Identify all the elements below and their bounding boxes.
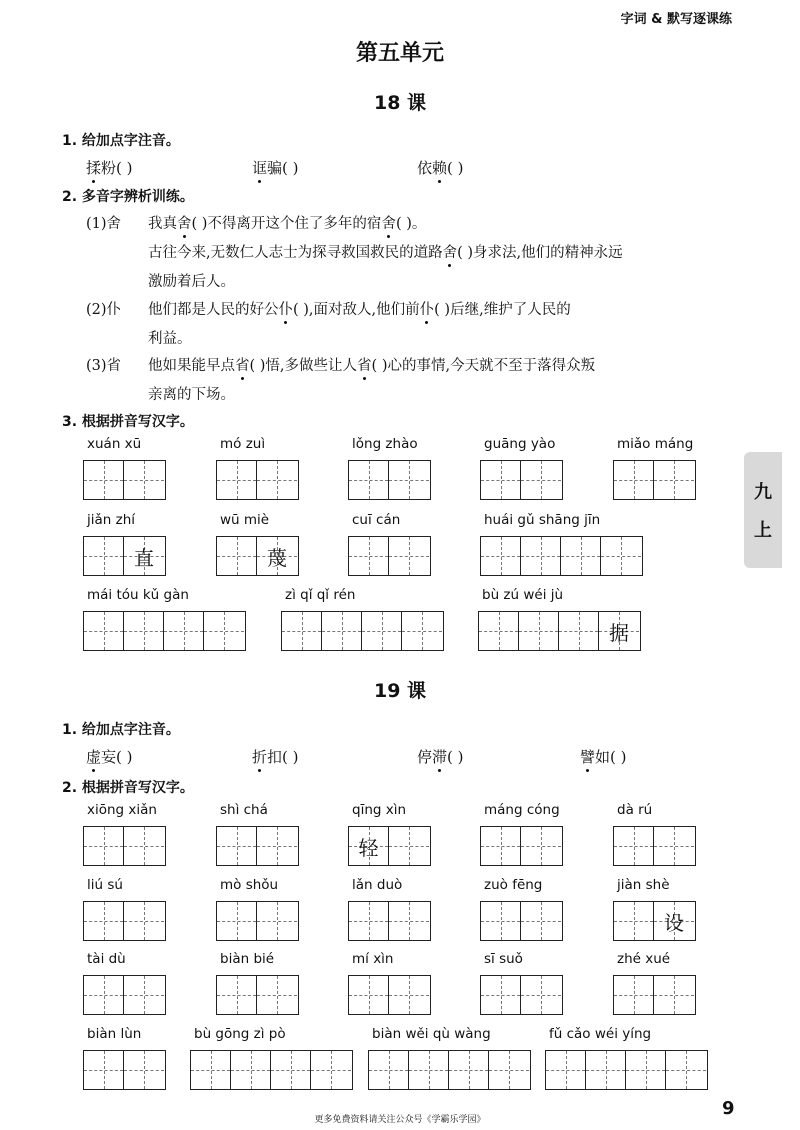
dotted-word-item bbox=[86, 157, 133, 178]
l19-q2-title: 2. 根据拼音写汉字。 bbox=[62, 780, 194, 796]
side-tab-char: 九 bbox=[754, 482, 772, 503]
pinyin-label: guāng yào bbox=[484, 436, 556, 452]
grid-cell[interactable] bbox=[84, 612, 124, 650]
sentence-text: 亲离的下场。 bbox=[148, 387, 235, 403]
dotted-word-item bbox=[580, 746, 627, 767]
l18-q1-title: 1. 给加点字注音。 bbox=[62, 133, 180, 149]
pinyin-label: zhé xué bbox=[617, 951, 671, 967]
pinyin-label: cuī cán bbox=[352, 512, 401, 528]
dotted-char: 舍 bbox=[381, 212, 396, 233]
grid-cell[interactable] bbox=[84, 1051, 124, 1089]
grid-cell[interactable] bbox=[257, 902, 297, 940]
word-text: 如( ) bbox=[595, 748, 627, 766]
book-header: 字词 & 默写逐课练 bbox=[620, 12, 732, 27]
pinyin-label: sī suǒ bbox=[484, 951, 523, 967]
grid-cell[interactable] bbox=[614, 827, 654, 865]
writing-grid[interactable] bbox=[480, 460, 563, 500]
pinyin-label: bù zú wéi jù bbox=[482, 587, 564, 603]
grid-cell[interactable] bbox=[369, 1051, 409, 1089]
grid-cell[interactable] bbox=[489, 1051, 529, 1089]
grid-cell[interactable] bbox=[84, 461, 124, 499]
writing-grid[interactable] bbox=[216, 826, 299, 866]
dotted-char: 舍 bbox=[443, 241, 458, 262]
writing-grid[interactable] bbox=[83, 460, 166, 500]
grid-cell[interactable] bbox=[614, 976, 654, 1014]
pinyin-label: qīng xìn bbox=[352, 802, 407, 818]
grid-cell[interactable] bbox=[349, 827, 389, 865]
grid-cell[interactable] bbox=[481, 537, 521, 575]
writing-grid[interactable] bbox=[216, 460, 299, 500]
lesson-19-title: 19 课 bbox=[373, 680, 427, 702]
grid-cell[interactable] bbox=[626, 1051, 666, 1089]
polyphone-label: (3)省 bbox=[86, 358, 122, 374]
writing-grid[interactable] bbox=[480, 901, 563, 941]
writing-grid[interactable] bbox=[348, 826, 431, 866]
pinyin-label: liú sú bbox=[87, 877, 123, 893]
prefilled-char: 直 bbox=[134, 545, 154, 570]
grid-cell[interactable] bbox=[666, 1051, 706, 1089]
pinyin-label: dà rú bbox=[617, 802, 653, 818]
grid-cell[interactable] bbox=[654, 827, 694, 865]
grid-cell[interactable] bbox=[479, 612, 519, 650]
sentence-text: ( )心的事情,今天就不至于落得众叛 bbox=[371, 358, 596, 374]
writing-grid[interactable] bbox=[613, 901, 696, 941]
writing-grid[interactable] bbox=[348, 536, 431, 576]
dotted-char: 仆 bbox=[420, 298, 435, 319]
grid-cell[interactable] bbox=[124, 976, 164, 1014]
grid-cell[interactable] bbox=[257, 461, 297, 499]
pinyin-label: jiàn shè bbox=[617, 877, 670, 893]
sentence-text: ( )。 bbox=[395, 216, 427, 232]
side-tab-char: 上 bbox=[754, 520, 772, 541]
sentence-line bbox=[148, 383, 235, 404]
pinyin-label: shì chá bbox=[220, 802, 268, 818]
grid-cell[interactable] bbox=[409, 1051, 449, 1089]
writing-grid[interactable] bbox=[83, 826, 166, 866]
sentence-text: ( )不得离开这个住了多年的宿 bbox=[191, 216, 382, 232]
writing-grid[interactable] bbox=[613, 826, 696, 866]
word-text: ( ) bbox=[447, 748, 464, 766]
pinyin-label: biàn wěi qù wàng bbox=[372, 1026, 491, 1042]
pinyin-label: biàn bié bbox=[220, 951, 275, 967]
word-text: 妄( ) bbox=[101, 748, 133, 766]
dotted-word-item bbox=[417, 157, 464, 178]
grid-cell[interactable] bbox=[349, 537, 389, 575]
dotted-word-item bbox=[417, 746, 464, 767]
grid-cell[interactable] bbox=[349, 461, 389, 499]
pinyin-label: mí xìn bbox=[352, 951, 394, 967]
writing-grid[interactable] bbox=[216, 536, 299, 576]
grid-cell[interactable] bbox=[601, 537, 641, 575]
grid-cell[interactable] bbox=[389, 827, 429, 865]
writing-grid[interactable] bbox=[216, 975, 299, 1015]
grid-cell[interactable] bbox=[322, 612, 362, 650]
grid-cell[interactable] bbox=[84, 827, 124, 865]
footer-note: 更多免费资料请关注公众号《学霸乐学园》 bbox=[314, 1115, 486, 1125]
grid-cell[interactable] bbox=[521, 976, 561, 1014]
grid-cell[interactable] bbox=[124, 1051, 164, 1089]
pinyin-label: lǎn duò bbox=[352, 877, 403, 893]
grid-cell[interactable] bbox=[654, 976, 694, 1014]
pinyin-label: xiōng xiǎn bbox=[87, 802, 157, 818]
sentence-line bbox=[148, 354, 595, 375]
writing-grid[interactable] bbox=[545, 1050, 708, 1090]
lesson-18-title: 18 课 bbox=[373, 92, 427, 114]
dotted-char: 诓 bbox=[252, 159, 268, 177]
grid-cell[interactable] bbox=[217, 902, 257, 940]
grid-cell[interactable] bbox=[654, 902, 694, 940]
pinyin-label: bù gōng zì pò bbox=[194, 1026, 286, 1042]
word-text: 停 bbox=[417, 748, 433, 766]
page-number: 9 bbox=[722, 1098, 735, 1119]
l18-q2-title: 2. 多音字辨析训练。 bbox=[62, 189, 194, 205]
dotted-char: 譬 bbox=[580, 748, 596, 766]
dotted-char: 滞 bbox=[432, 748, 448, 766]
grid-cell[interactable] bbox=[349, 976, 389, 1014]
writing-grid[interactable] bbox=[613, 460, 696, 500]
sentence-text: 利益。 bbox=[148, 331, 192, 347]
grid-cell[interactable] bbox=[84, 902, 124, 940]
dotted-char: 虚 bbox=[86, 748, 102, 766]
sentence-line bbox=[148, 298, 571, 319]
grid-cell[interactable] bbox=[519, 612, 559, 650]
grid-cell[interactable] bbox=[271, 1051, 311, 1089]
writing-grid[interactable] bbox=[83, 1050, 166, 1090]
l19-q1-title: 1. 给加点字注音。 bbox=[62, 722, 180, 738]
writing-grid[interactable] bbox=[348, 901, 431, 941]
grid-cell[interactable] bbox=[164, 612, 204, 650]
sentence-text: 我真 bbox=[148, 216, 177, 232]
prefilled-char: 据 bbox=[609, 620, 629, 645]
grid-cell[interactable] bbox=[311, 1051, 351, 1089]
pinyin-label: zuò fēng bbox=[484, 877, 543, 893]
grid-cell[interactable] bbox=[84, 537, 124, 575]
dotted-char: 折 bbox=[252, 748, 268, 766]
writing-grid[interactable] bbox=[348, 975, 431, 1015]
grid-cell[interactable] bbox=[362, 612, 402, 650]
dotted-char: 省 bbox=[357, 354, 372, 375]
sentence-text: 激励着后人。 bbox=[148, 274, 235, 290]
grid-cell[interactable] bbox=[389, 902, 429, 940]
pinyin-label: máng cóng bbox=[484, 802, 560, 818]
sentence-line bbox=[148, 212, 426, 233]
pinyin-label: wū miè bbox=[220, 512, 270, 528]
grid-cell[interactable] bbox=[521, 537, 561, 575]
grid-cell[interactable] bbox=[217, 827, 257, 865]
sentence-text: ( )悟,多做些让人 bbox=[249, 358, 358, 374]
word-text: 扣( ) bbox=[267, 748, 299, 766]
writing-grid[interactable] bbox=[478, 611, 641, 651]
pinyin-label: xuán xū bbox=[87, 436, 142, 452]
grid-cell[interactable] bbox=[204, 612, 244, 650]
dotted-char: 赖 bbox=[432, 159, 448, 177]
grid-cell[interactable] bbox=[481, 976, 521, 1014]
grid-cell[interactable] bbox=[654, 461, 694, 499]
sentence-text: 他们都是人民的好公 bbox=[148, 302, 279, 318]
pinyin-label: mò shǒu bbox=[220, 877, 279, 893]
sentence-text: ( )身求法,他们的精神永远 bbox=[457, 245, 623, 261]
grid-cell[interactable] bbox=[124, 612, 164, 650]
grid-cell[interactable] bbox=[191, 1051, 231, 1089]
grid-cell[interactable] bbox=[231, 1051, 271, 1089]
writing-grid[interactable] bbox=[480, 536, 643, 576]
grid-cell[interactable] bbox=[599, 612, 639, 650]
l18-q3-title: 3. 根据拼音写汉字。 bbox=[62, 414, 194, 430]
writing-grid[interactable] bbox=[613, 975, 696, 1015]
grid-cell[interactable] bbox=[586, 1051, 626, 1089]
grid-cell[interactable] bbox=[521, 902, 561, 940]
grid-cell[interactable] bbox=[257, 976, 297, 1014]
pinyin-label: mó zuì bbox=[220, 436, 266, 452]
word-text: 粉( ) bbox=[101, 159, 133, 177]
word-text: 骗( ) bbox=[267, 159, 299, 177]
dotted-word-item bbox=[86, 746, 133, 767]
grid-cell[interactable] bbox=[402, 612, 442, 650]
writing-grid[interactable] bbox=[83, 611, 246, 651]
word-text: ( ) bbox=[447, 159, 464, 177]
grid-cell[interactable] bbox=[521, 827, 561, 865]
grid-cell[interactable] bbox=[614, 461, 654, 499]
pinyin-label: huái gǔ shāng jīn bbox=[484, 512, 601, 528]
sentence-text: 古往今来,无数仁人志士为探寻救国救民的道路 bbox=[148, 245, 443, 261]
grid-cell[interactable] bbox=[521, 461, 561, 499]
grid-cell[interactable] bbox=[561, 537, 601, 575]
grid-cell[interactable] bbox=[282, 612, 322, 650]
grid-cell[interactable] bbox=[124, 461, 164, 499]
writing-grid[interactable] bbox=[348, 460, 431, 500]
pinyin-label: fǔ cǎo wéi yíng bbox=[549, 1026, 652, 1042]
prefilled-char: 设 bbox=[664, 910, 684, 935]
writing-grid[interactable] bbox=[83, 901, 166, 941]
grid-cell[interactable] bbox=[389, 976, 429, 1014]
grid-cell[interactable] bbox=[481, 461, 521, 499]
sentence-text: ( )后继,维护了人民的 bbox=[434, 302, 571, 318]
grid-cell[interactable] bbox=[257, 537, 297, 575]
grid-cell[interactable] bbox=[84, 976, 124, 1014]
prefilled-char: 轻 bbox=[358, 835, 379, 860]
grid-cell[interactable] bbox=[481, 827, 521, 865]
sentence-line bbox=[148, 241, 623, 262]
pinyin-label: biàn lùn bbox=[87, 1026, 142, 1042]
grid-cell[interactable] bbox=[257, 827, 297, 865]
writing-grid[interactable] bbox=[216, 901, 299, 941]
word-text: 依 bbox=[417, 159, 433, 177]
writing-grid[interactable] bbox=[480, 826, 563, 866]
dotted-word-item bbox=[252, 746, 299, 767]
writing-grid[interactable] bbox=[83, 536, 166, 576]
sentence-line bbox=[148, 327, 192, 348]
dotted-word-item bbox=[252, 157, 299, 178]
grid-cell[interactable] bbox=[546, 1051, 586, 1089]
grid-cell[interactable] bbox=[481, 902, 521, 940]
prefilled-char: 蔑 bbox=[267, 545, 287, 570]
pinyin-label: jiǎn zhí bbox=[87, 512, 136, 528]
grade-side-tab bbox=[744, 452, 782, 568]
sentence-text: ( ),面对敌人,他们前 bbox=[293, 302, 420, 318]
unit-title: 第五单元 bbox=[355, 41, 444, 66]
sentence-text: 他如果能早点 bbox=[148, 358, 235, 374]
polyphone-label: (2)仆 bbox=[86, 302, 122, 318]
grid-cell[interactable] bbox=[614, 902, 654, 940]
writing-grid[interactable] bbox=[281, 611, 444, 651]
writing-grid[interactable] bbox=[190, 1050, 353, 1090]
pinyin-label: miǎo máng bbox=[617, 436, 694, 452]
grid-cell[interactable] bbox=[124, 902, 164, 940]
grid-cell[interactable] bbox=[389, 461, 429, 499]
pinyin-label: tài dù bbox=[87, 951, 126, 967]
polyphone-label: (1)舍 bbox=[86, 216, 122, 232]
sentence-line bbox=[148, 270, 235, 291]
grid-cell[interactable] bbox=[349, 902, 389, 940]
writing-grid[interactable] bbox=[368, 1050, 531, 1090]
writing-grid[interactable] bbox=[83, 975, 166, 1015]
dotted-char: 揉 bbox=[86, 159, 102, 177]
grid-cell[interactable] bbox=[449, 1051, 489, 1089]
pinyin-label: mái tóu kǔ gàn bbox=[87, 587, 189, 603]
grid-cell[interactable] bbox=[389, 537, 429, 575]
grid-cell[interactable] bbox=[124, 827, 164, 865]
grid-cell[interactable] bbox=[559, 612, 599, 650]
writing-grid[interactable] bbox=[480, 975, 563, 1015]
grid-cell[interactable] bbox=[217, 976, 257, 1014]
dotted-char: 省 bbox=[235, 354, 250, 375]
grid-cell[interactable] bbox=[217, 461, 257, 499]
dotted-char: 仆 bbox=[279, 298, 294, 319]
grid-cell[interactable] bbox=[217, 537, 257, 575]
dotted-char: 舍 bbox=[177, 212, 192, 233]
pinyin-label: zì qǐ qǐ rén bbox=[285, 587, 356, 603]
grid-cell[interactable] bbox=[124, 537, 164, 575]
pinyin-label: lǒng zhào bbox=[352, 436, 418, 452]
